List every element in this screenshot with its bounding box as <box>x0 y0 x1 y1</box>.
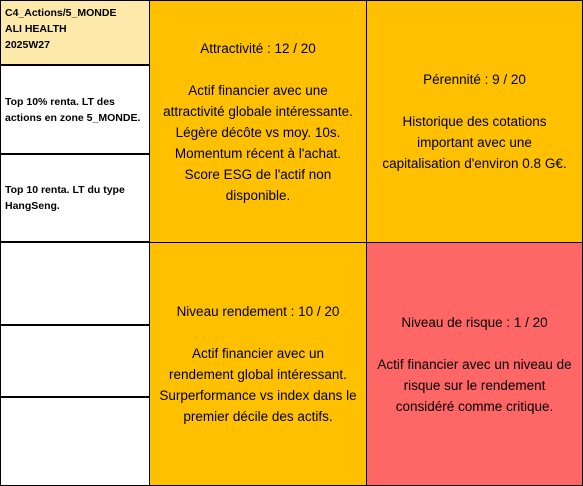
desc-line: rendement global intéressant. <box>169 367 347 382</box>
note-top-zone <box>0 65 150 154</box>
note-line: Top 10% renta. LT des <box>5 95 115 108</box>
desc-line: risque sur le rendement <box>403 377 546 393</box>
panel-description <box>163 80 353 206</box>
desc-line: important avec une <box>417 135 532 150</box>
note-line: actions en zone 5_MONDE. <box>5 111 141 124</box>
desc-line: capitalisation d'environ 0.8 G€. <box>382 156 567 171</box>
empty-cell <box>0 325 150 397</box>
desc-line: Légère décôte vs moy. 10s. <box>175 124 341 140</box>
category-label: C4_Actions/5_MONDE <box>5 7 117 19</box>
panel-attractivite <box>149 0 367 243</box>
desc-line: Actif financier avec un niveau de <box>377 356 572 372</box>
week-label: 2025W27 <box>5 39 50 51</box>
panel-risque <box>366 242 583 486</box>
desc-line: Actif financier avec un <box>191 346 325 361</box>
desc-line: considéré comme critique. <box>395 398 554 414</box>
panel-description <box>159 343 356 427</box>
note-line: HangSeng. <box>5 200 60 212</box>
panel-title: Attractivité : 12 / 20 <box>200 40 316 56</box>
note-line: Top 10 renta. LT du type <box>5 184 125 196</box>
panel-title: Niveau rendement : 10 / 20 <box>176 304 340 319</box>
asset-name: ALI HEALTH <box>5 23 67 35</box>
panel-perennite <box>366 0 583 243</box>
desc-line: Momentum récent à l'achat. <box>174 145 342 161</box>
desc-line: disponible. <box>225 187 291 203</box>
panel-description <box>382 111 566 174</box>
asset-header <box>0 0 150 65</box>
desc-line: attractivité globale intéressante. <box>163 103 353 119</box>
empty-cell <box>0 242 150 325</box>
desc-line: premier décile des actifs. <box>183 409 333 424</box>
empty-cell <box>0 397 150 486</box>
panel-title: Niveau de risque : 1 / 20 <box>401 314 548 330</box>
desc-line: Score ESG de l'actif non <box>184 166 332 182</box>
panel-rendement <box>149 242 367 486</box>
desc-line: Surperformance vs index dans le <box>159 388 357 403</box>
panel-title: Pérennité : 9 / 20 <box>423 72 526 87</box>
note-top-type <box>0 154 150 242</box>
desc-line: Actif financier avec une <box>188 82 328 98</box>
panel-description <box>377 354 571 417</box>
desc-line: Historique des cotations <box>402 114 547 129</box>
